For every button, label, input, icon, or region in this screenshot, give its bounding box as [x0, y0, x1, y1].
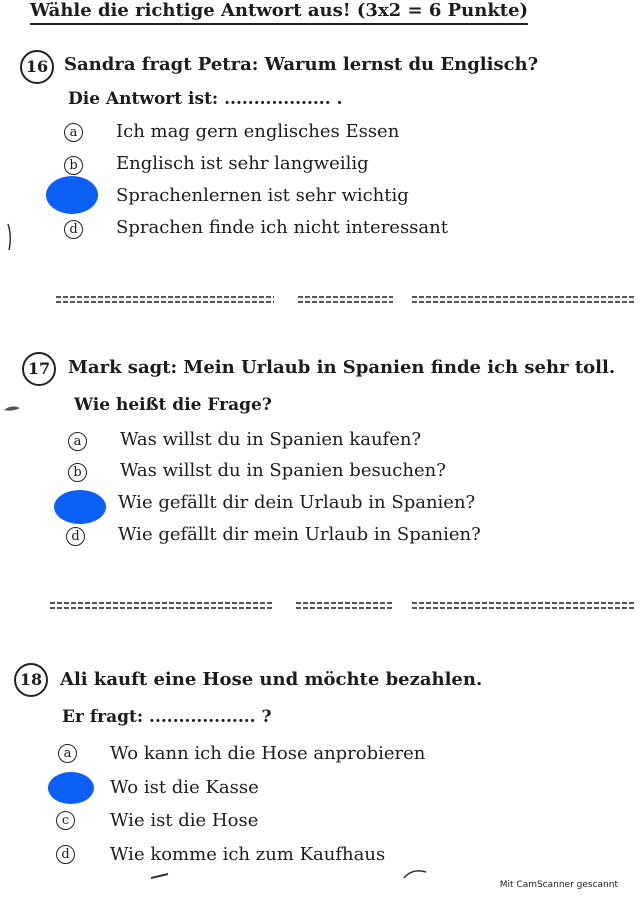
option-text-16b[interactable]: Englisch ist sehr langweilig	[116, 153, 369, 174]
scanner-watermark: Mit CamScanner gescannt	[499, 880, 618, 890]
answer-line-17c	[412, 602, 634, 609]
option-letter-b: b	[64, 156, 83, 175]
answer-line-17a	[50, 602, 272, 609]
answer-mark-18b[interactable]	[48, 772, 94, 804]
option-text-16a[interactable]: Ich mag gern englisches Essen	[116, 121, 400, 142]
answer-line-16b	[298, 296, 393, 303]
answer-mark-16c[interactable]	[46, 176, 98, 214]
option-text-16d[interactable]: Sprachen finde ich nicht interessant	[116, 217, 448, 238]
option-letter-d: d	[56, 845, 75, 864]
option-letter-b: b	[68, 463, 87, 482]
scan-edge-mark	[150, 872, 170, 880]
option-text-18b[interactable]: Wo ist die Kasse	[110, 777, 259, 798]
question-text-16: Sandra fragt Petra: Warum lernst du Englisch?	[64, 54, 539, 75]
option-letter-d: d	[64, 220, 83, 239]
option-text-18c[interactable]: Wie ist die Hose	[110, 810, 259, 831]
scan-edge-mark	[0, 222, 14, 252]
answer-line-16a	[56, 296, 274, 303]
option-text-17b[interactable]: Was willst du in Spanien besuchen?	[120, 460, 446, 481]
scan-edge-mark	[2, 402, 22, 414]
question-prompt-18: Er fragt: .................. ?	[62, 707, 272, 727]
question-text-18: Ali kauft eine Hose und möchte bezahlen.	[60, 669, 483, 690]
option-letter-c: c	[56, 811, 75, 830]
question-number-18: 18	[14, 663, 48, 697]
option-letter-a: a	[58, 744, 77, 763]
answer-mark-17c[interactable]	[54, 490, 106, 524]
answer-line-17b	[296, 602, 394, 609]
option-text-17d[interactable]: Wie gefällt dir mein Urlaub in Spanien?	[118, 524, 481, 545]
question-number-17: 17	[22, 352, 56, 386]
scan-edge-mark	[402, 866, 428, 880]
question-text-17: Mark sagt: Mein Urlaub in Spanien finde ich sehr toll.	[68, 357, 616, 378]
question-prompt-16: Die Antwort ist: .................. .	[68, 89, 343, 109]
instructions-header: Wähle die richtige Antwort aus! (3x2 = 6 Punkte)	[30, 0, 528, 25]
option-letter-a: a	[68, 432, 87, 451]
option-text-16c[interactable]: Sprachenlernen ist sehr wichtig	[116, 185, 409, 206]
option-letter-a: a	[64, 123, 83, 142]
option-text-17c[interactable]: Wie gefällt dir dein Urlaub in Spanien?	[118, 492, 476, 513]
option-text-17a[interactable]: Was willst du in Spanien kaufen?	[120, 429, 422, 450]
option-text-18a[interactable]: Wo kann ich die Hose anprobieren	[110, 743, 426, 764]
answer-line-16c	[412, 296, 634, 303]
question-prompt-17: Wie heißt die Frage?	[74, 395, 272, 415]
option-text-18d[interactable]: Wie komme ich zum Kaufhaus	[110, 844, 386, 865]
question-number-16: 16	[20, 50, 54, 84]
option-letter-d: d	[66, 527, 85, 546]
